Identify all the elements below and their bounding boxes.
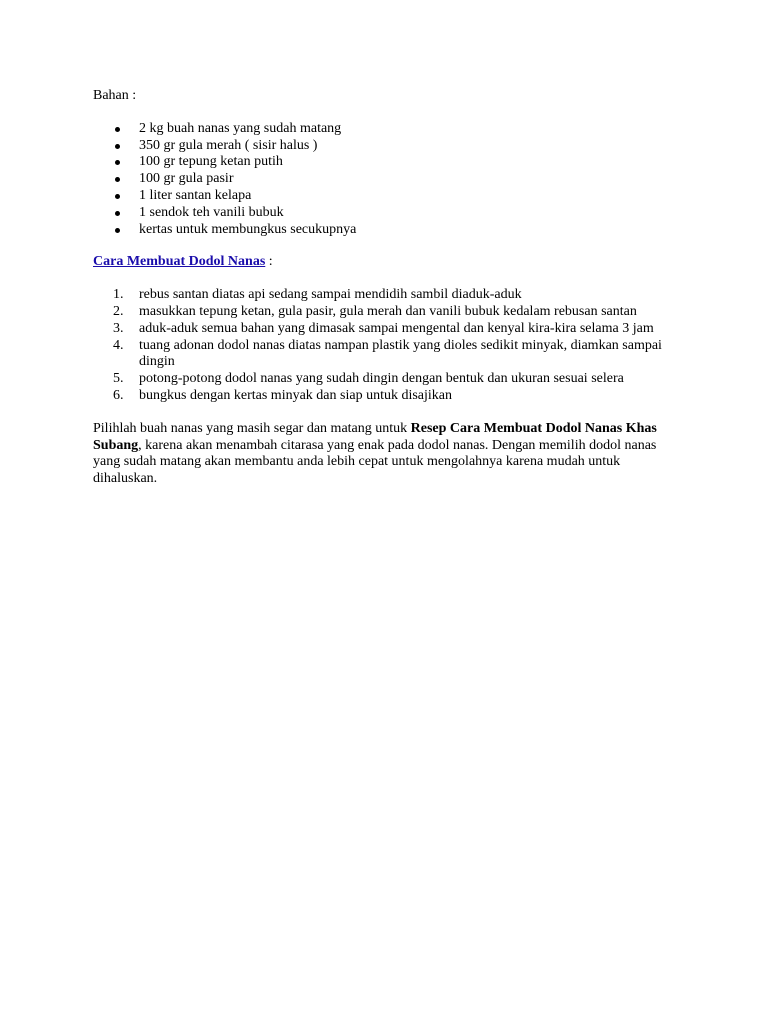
step-number: 4.: [113, 337, 124, 353]
closing-text-after: , karena akan menambah citarasa yang enak pada dodol nanas. Dengan memilih dodol nanas yang sudah matang akan membantu anda lebih cepat untuk mengolahnya karena mudah untuk dihaluskan.: [93, 437, 657, 487]
list-item: [93, 304, 683, 321]
steps-heading: [93, 254, 683, 271]
list-item: [93, 154, 683, 171]
steps-heading-suffix: :: [265, 254, 273, 270]
list-item: [93, 121, 683, 138]
list-item: [93, 287, 683, 304]
ingredient-text: 100 gr tepung ketan putih: [139, 154, 283, 170]
step-text: potong-potong dodol nanas yang sudah dingin dengan bentuk dan ukuran sesuai selera: [139, 371, 624, 387]
document-page: [93, 88, 683, 488]
list-item: [93, 171, 683, 188]
step-text: tuang adonan dodol nanas diatas nampan plastik yang dioles sedikit minyak, diamkan sampai dingin: [139, 337, 662, 370]
step-text: aduk-aduk semua bahan yang dimasak sampai mengental dan kenyal kira-kira selama 3 jam: [139, 320, 654, 336]
step-number: 1.: [113, 287, 124, 303]
ingredient-text: 1 liter santan kelapa: [139, 187, 252, 203]
bullet-icon: [115, 228, 120, 233]
closing-bold-text: Resep Cara Membuat Dodol Nanas Khas Subang: [93, 420, 657, 453]
step-number: 6.: [113, 387, 124, 403]
step-number: 5.: [113, 371, 124, 387]
bullet-icon: [115, 194, 120, 199]
step-text: rebus santan diatas api sedang sampai mendidih sambil diaduk-aduk: [139, 287, 522, 303]
list-item: [93, 222, 683, 239]
ingredients-list: [93, 121, 683, 239]
bullet-icon: [115, 177, 120, 182]
step-number: 2.: [113, 303, 124, 319]
step-text: masukkan tepung ketan, gula pasir, gula merah dan vanili bubuk kedalam rebusan santan: [139, 303, 637, 319]
ingredient-text: 2 kg buah nanas yang sudah matang: [139, 120, 342, 136]
steps-heading-link[interactable]: Cara Membuat Dodol Nanas: [93, 254, 266, 270]
list-item: [93, 388, 683, 405]
bullet-icon: [115, 211, 120, 216]
bullet-icon: [115, 144, 120, 149]
ingredient-text: kertas untuk membungkus secukupnya: [139, 221, 357, 237]
step-number: 3.: [113, 320, 124, 336]
bullet-icon: [115, 127, 120, 132]
bullet-icon: [115, 160, 120, 165]
list-item: [93, 321, 683, 338]
ingredient-text: 1 sendok teh vanili bubuk: [139, 204, 284, 220]
list-item: [93, 205, 683, 222]
list-item: [93, 338, 683, 372]
closing-paragraph: [93, 421, 673, 488]
list-item: [93, 188, 683, 205]
ingredients-heading: Bahan :: [93, 88, 137, 103]
ingredient-text: 350 gr gula merah ( sisir halus ): [139, 137, 318, 153]
list-item: [93, 371, 683, 388]
step-text: bungkus dengan kertas minyak dan siap untuk disajikan: [139, 387, 452, 403]
ingredient-text: 100 gr gula pasir: [139, 171, 234, 187]
steps-list: [93, 287, 683, 405]
list-item: [93, 138, 683, 155]
closing-text-before: Pilihlah buah nanas yang masih segar dan matang untuk: [93, 420, 411, 436]
